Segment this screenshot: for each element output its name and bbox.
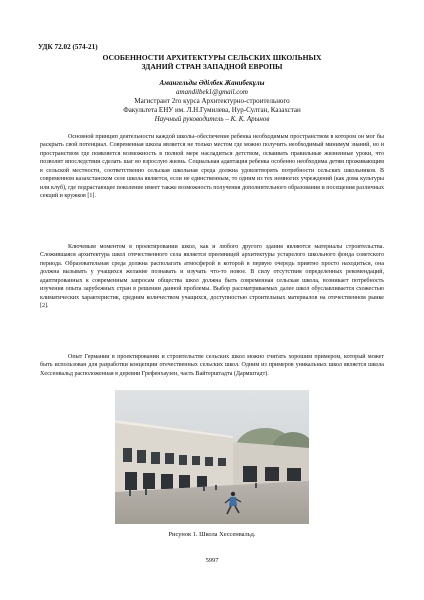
page-number: 5997 <box>205 557 219 564</box>
author-affiliation-1: Магистрант 2го курса Архитектурно-строительного <box>134 97 290 105</box>
author-affiliation-2: Факультета ЕНУ им. Л.Н.Гумилева, Нур-Султан, Казахстан <box>123 106 301 114</box>
figure-caption: Рисунок 1. Школа Хессенвальд. <box>168 531 256 538</box>
title-line-2: ЗДАНИЙ СТРАН ЗАПАДНОЙ ЕВРОПЫ <box>141 62 283 71</box>
school-photo <box>115 390 309 524</box>
title-line-1: ОСОБЕННОСТИ АРХИТЕКТУРЫ СЕЛЬСКИХ ШКОЛЬНЫХ <box>102 53 322 62</box>
paragraph-1: Основной принцип деятельности каждой школы–обеспечение ребенка необходимым пространством в котором он мог бы раскрыть свой потенциал. Современная школа является не только местом где можно получить необходимый минимум знаний, но и пространством где появляется возможность в полной мере насладиться детством, осваивать правильные жизненные уроки, что позволит впоследствии сделать шаг во взрослую жизнь. Социальная адаптация ребенка особенно необходима детям проживающим в сельской местности, соответственно сельская школьная среда должна удовлетворять потребности сельских школьников. В современном казахстанском селе школа является, если не единственным, то одним из тех немногих учреждений (как дома культуры или клуб), где подрастающее поколение имеет также возможность получения дополнительного образования и посещения различных секций и кружков [1]. <box>40 134 384 200</box>
author-email[interactable]: amandilbek1@gmail.com <box>176 88 248 96</box>
supervisor: Научный руководитель – К. К. Арынов <box>154 115 270 123</box>
udk-code: УДК 72.02 (574-21) <box>38 43 98 51</box>
paragraph-2: Ключевым моментом в проектировании школ, как и любого другого здания являются материалы строительства. Сложившаяся архитектура школ отечественного села является преемницей архитектуры устарелого школьного фонда советского периода. Образовательная среда должна располагать атмосферой в которой в первую очередь приятно просто находиться, она должна вызывать у учащихся желание познавать и изучать что-то новое. В силу отсутствия определенных рекомендаций, адаптированных к современным запросам общества школ должна быть современная сельская школа, возникает потребность изучения опыта зарубежных стран в решении данной проблемы. Выбор рассматриваемых далее школ обуславливается схожестью климатических характеристик, средним количеством учащихся, доступностью строительных материалов на отечественном рынке [2]. <box>40 244 384 310</box>
author-name: Амангельды Әділбек Жанибекұлы <box>159 79 265 87</box>
paragraph-3: Опыт Германии в проектировании и строительстве сельских школ можно считать хорошим примером, который может быть использован для разработки концепции отечественных сельских школ. Одним из примеров уникальных школ является школа Хессенвальд расположенная в деревни Грефенхаузен, часть Вайтерштадта (Дармштадт). <box>40 354 384 377</box>
